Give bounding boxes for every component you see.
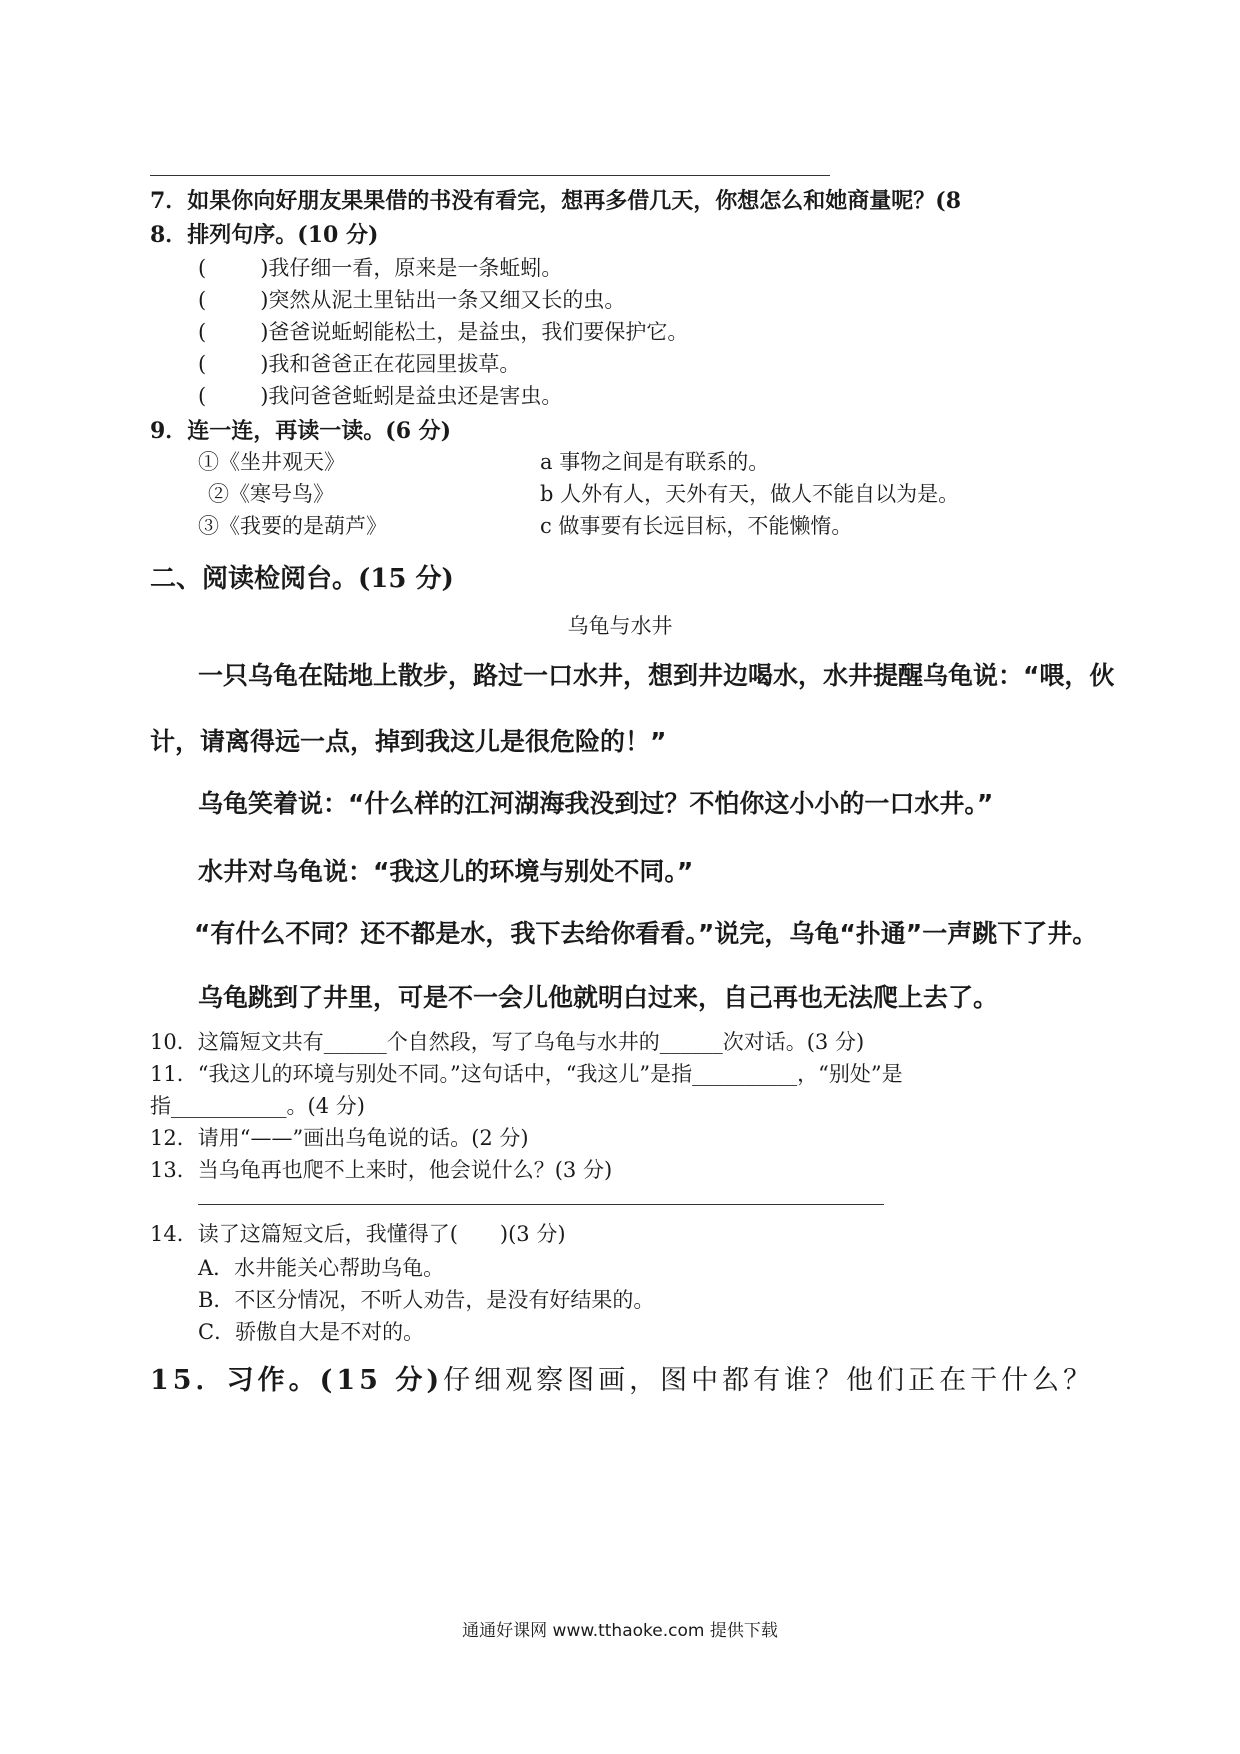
- paren-close: ): [260, 352, 269, 376]
- question-15: [150, 1358, 1094, 1397]
- answer-line-top: [150, 175, 830, 176]
- story-paragraph-3: 水井对乌龟说：“我这儿的环境与别处不同。”: [198, 857, 694, 886]
- q8-sentence: 爸爸说蚯蚓能松土，是益虫，我们要保护它。: [268, 320, 689, 344]
- q8-sentence: 我和爸爸正在花园里拔草。: [268, 352, 521, 376]
- section-2-heading: 二、阅读检阅台。(15 分): [150, 564, 454, 594]
- question-9-title: 9．连一连，再读一读。(6 分): [150, 418, 452, 444]
- q8-item-2: [198, 284, 625, 314]
- q8-item-1: [198, 252, 562, 282]
- q14-option-a[interactable]: A．水井能关心帮助乌龟。: [198, 1256, 445, 1280]
- question-7: 7．如果你向好朋友果果借的书没有看完，想再多借几天，你想怎么和她商量呢？(8: [150, 188, 962, 214]
- paren-close: ): [260, 384, 269, 408]
- q8-item-4: [198, 348, 520, 378]
- q9-right-a[interactable]: a 事物之间是有联系的。: [540, 450, 770, 474]
- story-paragraph-1: 一只乌龟在陆地上散步，路过一口水井，想到井边喝水，水井提醒乌龟说：“喂，伙: [198, 661, 1115, 690]
- paren-close: ): [260, 256, 269, 280]
- q8-sentence: 我仔细一看，原来是一条蚯蚓。: [268, 256, 563, 280]
- q9-left-2[interactable]: ②《寒号鸟》: [208, 482, 334, 506]
- q8-sentence: 突然从泥土里钻出一条又细又长的虫。: [268, 288, 626, 312]
- q9-left-1[interactable]: ①《坐井观天》: [198, 450, 345, 474]
- q8-item-3: [198, 316, 688, 346]
- story-paragraph-1-cont: 计，请离得远一点，掉到我这儿是很危险的！”: [150, 727, 667, 756]
- question-15-prompt: 仔细观察图画，图中都有谁？他们正在干什么？: [443, 1365, 1095, 1396]
- q9-left-3[interactable]: ③《我要的是葫芦》: [198, 514, 387, 538]
- paren-open: (: [198, 352, 207, 376]
- story-title: 乌龟与水井: [567, 614, 673, 638]
- paren-close: ): [260, 288, 269, 312]
- q9-right-b[interactable]: b 人外有人，天外有天，做人不能自以为是。: [540, 482, 960, 506]
- paren-close: ): [260, 320, 269, 344]
- story-paragraph-5: 乌龟跳到了井里，可是不一会儿他就明白过来，自己再也无法爬上去了。: [198, 983, 999, 1012]
- paren-open: (: [198, 320, 207, 344]
- q14-option-b[interactable]: B．不区分情况，不听人劝告，是没有好结果的。: [198, 1288, 655, 1312]
- question-11-cont: 指___________。(4 分): [150, 1094, 365, 1118]
- answer-line-q13[interactable]: [198, 1204, 884, 1205]
- q8-item-5: [198, 380, 562, 410]
- question-12: 12．请用“——”画出乌龟说的话。(2 分): [150, 1126, 529, 1150]
- paren-open: (: [198, 288, 207, 312]
- question-8-title: 8．排列句序。(10 分): [150, 222, 379, 248]
- q14-option-c[interactable]: C．骄傲自大是不对的。: [198, 1320, 425, 1344]
- question-10: 10．这篇短文共有______个自然段，写了乌龟与水井的______次对话。(3 分): [150, 1030, 865, 1054]
- q8-sentence: 我问爸爸蚯蚓是益虫还是害虫。: [268, 384, 563, 408]
- question-14: 14．读了这篇短文后，我懂得了( )(3 分): [150, 1222, 566, 1246]
- question-15-label: 15．习作。(15 分): [150, 1365, 444, 1396]
- story-paragraph-4: “有什么不同？还不都是水，我下去给你看看。”说完，乌龟“扑通”一声跳下了井。: [194, 919, 1098, 948]
- q9-right-c[interactable]: c 做事要有长远目标，不能懒惰。: [540, 514, 853, 538]
- paren-open: (: [198, 256, 207, 280]
- question-11: 11．“我这儿的环境与别处不同。”这句话中，“我这儿”是指__________，“别处”是: [150, 1062, 903, 1086]
- question-13: 13．当乌龟再也爬不上来时，他会说什么？(3 分): [150, 1158, 613, 1182]
- page-footer: 通通好课网 www.tthaoke.com 提供下载: [462, 1621, 778, 1641]
- paren-open: (: [198, 384, 207, 408]
- story-paragraph-2: 乌龟笑着说：“什么样的江河湖海我没到过？不怕你这小小的一口水井。”: [198, 789, 994, 818]
